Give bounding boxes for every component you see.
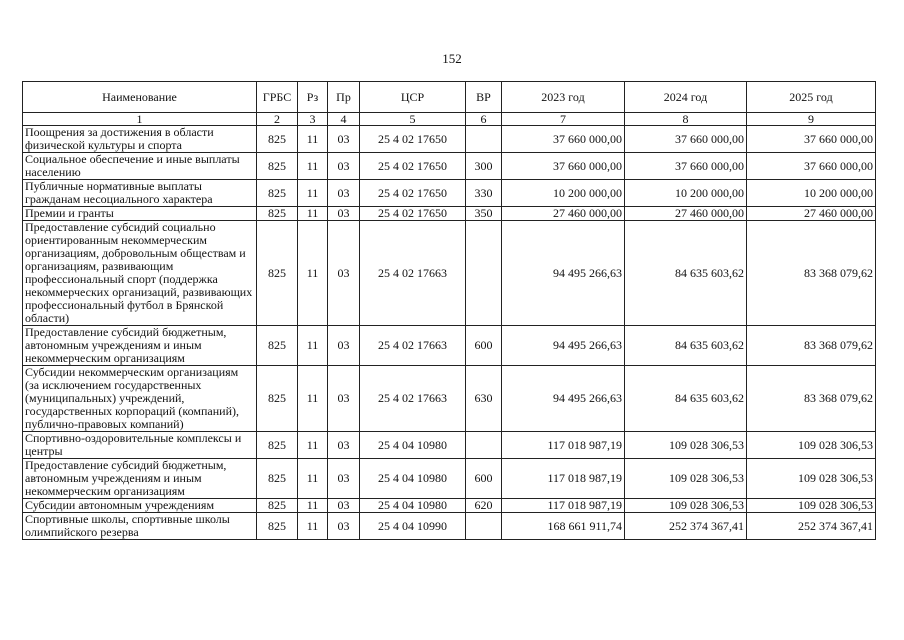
row-vr: 330 bbox=[466, 180, 502, 207]
row-amount-2024: 252 374 367,41 bbox=[625, 513, 747, 540]
header-2023: 2023 год bbox=[502, 82, 625, 113]
row-amount-2023: 94 495 266,63 bbox=[502, 326, 625, 366]
row-rz: 11 bbox=[298, 207, 328, 221]
column-number: 6 bbox=[466, 113, 502, 126]
row-pr: 03 bbox=[328, 221, 360, 326]
row-rz: 11 bbox=[298, 126, 328, 153]
header-pr: Пр bbox=[328, 82, 360, 113]
row-pr: 03 bbox=[328, 153, 360, 180]
row-vr: 620 bbox=[466, 499, 502, 513]
row-amount-2023: 94 495 266,63 bbox=[502, 221, 625, 326]
table-row bbox=[23, 513, 876, 540]
column-number: 7 bbox=[502, 113, 625, 126]
column-number: 1 bbox=[23, 113, 257, 126]
row-csr: 25 4 02 17650 bbox=[360, 180, 466, 207]
row-grbs: 825 bbox=[257, 432, 298, 459]
row-name: Социальное обеспечение и иные выплаты населению bbox=[23, 153, 257, 180]
row-name: Премии и гранты bbox=[23, 207, 257, 221]
row-rz: 11 bbox=[298, 513, 328, 540]
row-amount-2025: 83 368 079,62 bbox=[747, 366, 876, 432]
row-csr: 25 4 04 10980 bbox=[360, 459, 466, 499]
table-row bbox=[23, 326, 876, 366]
row-pr: 03 bbox=[328, 126, 360, 153]
column-number: 3 bbox=[298, 113, 328, 126]
row-vr: 600 bbox=[466, 326, 502, 366]
row-grbs: 825 bbox=[257, 126, 298, 153]
table-header-row bbox=[23, 82, 876, 113]
row-vr: 630 bbox=[466, 366, 502, 432]
row-amount-2023: 37 660 000,00 bbox=[502, 153, 625, 180]
row-csr: 25 4 04 10980 bbox=[360, 499, 466, 513]
row-amount-2024: 27 460 000,00 bbox=[625, 207, 747, 221]
row-pr: 03 bbox=[328, 180, 360, 207]
row-rz: 11 bbox=[298, 221, 328, 326]
row-amount-2024: 84 635 603,62 bbox=[625, 221, 747, 326]
row-amount-2023: 37 660 000,00 bbox=[502, 126, 625, 153]
row-amount-2025: 109 028 306,53 bbox=[747, 432, 876, 459]
column-number: 9 bbox=[747, 113, 876, 126]
row-vr: 300 bbox=[466, 153, 502, 180]
row-vr bbox=[466, 126, 502, 153]
table-row bbox=[23, 459, 876, 499]
header-2024: 2024 год bbox=[625, 82, 747, 113]
row-vr bbox=[466, 513, 502, 540]
row-name: Предоставление субсидий социально ориентированным некоммерческим организациям, добровольным обществам и организациям, развивающим профессиональный спорт (поддержка некоммерческих организаций, развивающих профессиональный футбол в Брянской области) bbox=[23, 221, 257, 326]
row-amount-2024: 109 028 306,53 bbox=[625, 459, 747, 499]
column-number: 2 bbox=[257, 113, 298, 126]
table-row bbox=[23, 207, 876, 221]
row-grbs: 825 bbox=[257, 207, 298, 221]
row-pr: 03 bbox=[328, 207, 360, 221]
row-rz: 11 bbox=[298, 180, 328, 207]
row-grbs: 825 bbox=[257, 221, 298, 326]
row-rz: 11 bbox=[298, 459, 328, 499]
row-vr bbox=[466, 221, 502, 326]
table-row bbox=[23, 180, 876, 207]
row-name: Субсидии некоммерческим организациям (за исключением государственных (муниципальных) учреждений, государственных корпораций (компаний), публично-правовых компаний) bbox=[23, 366, 257, 432]
row-csr: 25 4 02 17650 bbox=[360, 207, 466, 221]
column-number: 8 bbox=[625, 113, 747, 126]
header-grbs: ГРБС bbox=[257, 82, 298, 113]
row-amount-2024: 37 660 000,00 bbox=[625, 126, 747, 153]
row-amount-2024: 10 200 000,00 bbox=[625, 180, 747, 207]
row-rz: 11 bbox=[298, 326, 328, 366]
row-grbs: 825 bbox=[257, 499, 298, 513]
row-amount-2023: 27 460 000,00 bbox=[502, 207, 625, 221]
row-amount-2025: 10 200 000,00 bbox=[747, 180, 876, 207]
row-name: Поощрения за достижения в области физической культуры и спорта bbox=[23, 126, 257, 153]
row-amount-2025: 109 028 306,53 bbox=[747, 499, 876, 513]
row-amount-2025: 252 374 367,41 bbox=[747, 513, 876, 540]
row-amount-2025: 37 660 000,00 bbox=[747, 126, 876, 153]
table-row bbox=[23, 153, 876, 180]
row-amount-2025: 109 028 306,53 bbox=[747, 459, 876, 499]
row-csr: 25 4 04 10980 bbox=[360, 432, 466, 459]
row-grbs: 825 bbox=[257, 513, 298, 540]
row-csr: 25 4 02 17663 bbox=[360, 366, 466, 432]
row-name: Спортивно-оздоровительные комплексы и центры bbox=[23, 432, 257, 459]
row-amount-2024: 37 660 000,00 bbox=[625, 153, 747, 180]
row-amount-2025: 83 368 079,62 bbox=[747, 221, 876, 326]
header-csr: ЦСР bbox=[360, 82, 466, 113]
row-grbs: 825 bbox=[257, 326, 298, 366]
row-pr: 03 bbox=[328, 459, 360, 499]
row-amount-2024: 109 028 306,53 bbox=[625, 499, 747, 513]
row-name: Предоставление субсидий бюджетным, автономным учреждениям и иным некоммерческим организациям bbox=[23, 326, 257, 366]
table-row bbox=[23, 366, 876, 432]
row-amount-2024: 109 028 306,53 bbox=[625, 432, 747, 459]
row-rz: 11 bbox=[298, 432, 328, 459]
header-rz: Рз bbox=[298, 82, 328, 113]
header-vr: ВР bbox=[466, 82, 502, 113]
row-pr: 03 bbox=[328, 432, 360, 459]
column-number-row bbox=[23, 113, 876, 126]
row-rz: 11 bbox=[298, 366, 328, 432]
row-amount-2025: 83 368 079,62 bbox=[747, 326, 876, 366]
column-number: 4 bbox=[328, 113, 360, 126]
row-amount-2023: 117 018 987,19 bbox=[502, 459, 625, 499]
row-amount-2024: 84 635 603,62 bbox=[625, 326, 747, 366]
row-grbs: 825 bbox=[257, 180, 298, 207]
row-csr: 25 4 04 10990 bbox=[360, 513, 466, 540]
page-number: 152 bbox=[442, 51, 462, 66]
row-vr: 600 bbox=[466, 459, 502, 499]
row-grbs: 825 bbox=[257, 459, 298, 499]
row-vr bbox=[466, 432, 502, 459]
row-csr: 25 4 02 17663 bbox=[360, 326, 466, 366]
row-csr: 25 4 02 17663 bbox=[360, 221, 466, 326]
row-vr: 350 bbox=[466, 207, 502, 221]
row-amount-2025: 37 660 000,00 bbox=[747, 153, 876, 180]
row-name: Спортивные школы, спортивные школы олимпийского резерва bbox=[23, 513, 257, 540]
row-amount-2023: 117 018 987,19 bbox=[502, 432, 625, 459]
row-amount-2023: 10 200 000,00 bbox=[502, 180, 625, 207]
table-row bbox=[23, 499, 876, 513]
row-rz: 11 bbox=[298, 499, 328, 513]
row-pr: 03 bbox=[328, 513, 360, 540]
row-name: Публичные нормативные выплаты гражданам несоциального характера bbox=[23, 180, 257, 207]
row-pr: 03 bbox=[328, 366, 360, 432]
row-amount-2023: 168 661 911,74 bbox=[502, 513, 625, 540]
row-csr: 25 4 02 17650 bbox=[360, 153, 466, 180]
row-grbs: 825 bbox=[257, 153, 298, 180]
header-2025: 2025 год bbox=[747, 82, 876, 113]
row-pr: 03 bbox=[328, 326, 360, 366]
budget-table bbox=[22, 81, 876, 540]
row-amount-2024: 84 635 603,62 bbox=[625, 366, 747, 432]
row-amount-2023: 94 495 266,63 bbox=[502, 366, 625, 432]
row-amount-2023: 117 018 987,19 bbox=[502, 499, 625, 513]
table-row bbox=[23, 432, 876, 459]
table-row bbox=[23, 221, 876, 326]
row-amount-2025: 27 460 000,00 bbox=[747, 207, 876, 221]
row-name: Предоставление субсидий бюджетным, автономным учреждениям и иным некоммерческим организациям bbox=[23, 459, 257, 499]
row-rz: 11 bbox=[298, 153, 328, 180]
table-row bbox=[23, 126, 876, 153]
row-name: Субсидии автономным учреждениям bbox=[23, 499, 257, 513]
row-csr: 25 4 02 17650 bbox=[360, 126, 466, 153]
row-grbs: 825 bbox=[257, 366, 298, 432]
row-pr: 03 bbox=[328, 499, 360, 513]
header-name: Наименование bbox=[23, 82, 257, 113]
column-number: 5 bbox=[360, 113, 466, 126]
